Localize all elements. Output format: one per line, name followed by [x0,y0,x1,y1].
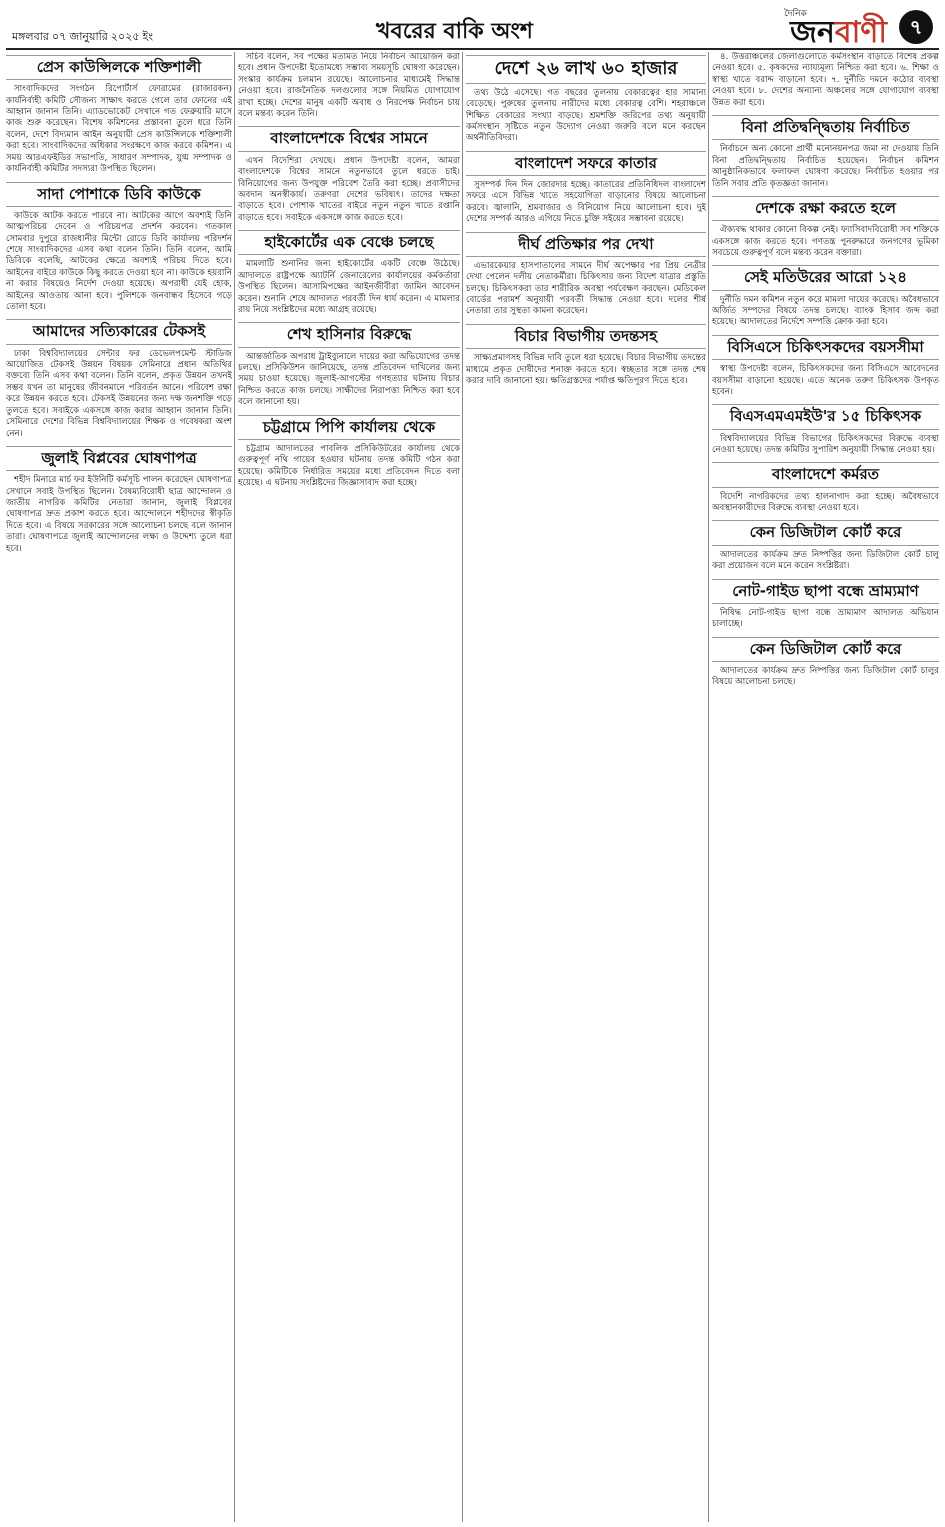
story-headline: হাইকোর্টের এক বেঞ্চে চলছে [238,230,460,255]
column-divider [234,52,235,1522]
news-story [6,55,232,176]
news-story [712,520,939,572]
story-body: তথ্য উঠে এসেছে। গত বছরের তুলনায় বেকারত্বের হার সামান্য বেড়েছে। পুরুষের তুলনায় নারীদের মধ্যে বেকারত্ব বেশি। শহরাঞ্চলে শিক্ষিত বেকারের সংখ্যা বাড়ছে। শ্রমশক্তি জরিপের তথ্য অনুযায়ী কর্মসংস্থান সৃষ্টিতে নতুন উদ্যোগ নেওয়া জরুরি বলে মনে করছেন অর্থনীতিবিদরা। [466,87,706,144]
masthead [6,4,939,50]
story-body: আদালতের কার্যক্রম দ্রুত নিষ্পত্তির জন্য ডিজিটাল কোর্ট চালু করা প্রয়োজন বলে মনে করেন সংশ্লিষ্টরা। [712,549,939,572]
story-headline: কেন ডিজিটাল কোর্ট করে [712,520,939,545]
news-story [466,55,706,145]
story-body: ঐক্যবদ্ধ থাকার কোনো বিকল্প নেই। ফ্যাসিবাদবিরোধী সব শক্তিকে একসঙ্গে কাজ করতে হবে। গণতন্ত্র পুনরুদ্ধারে জনগণের ভূমিকা সবচেয়ে গুরুত্বপূর্ণ বলে মন্তব্য করেন বক্তারা। [712,225,939,258]
story-body: সচিব বলেন, সব পক্ষের মতামত নিয়ে নির্বাচন আয়োজন করা হবে। প্রধান উপদেষ্টা ইতোমধ্যে সম্ভাব্য সময়সূচি ঘোষণা করেছেন। সংস্কার কার্যক্রম চলমান রয়েছে। আলোচনার মাধ্যমেই সিদ্ধান্ত নেওয়া হবে। রাজনৈতিক দলগুলোর সঙ্গে নিয়মিত যোগাযোগ রাখা হচ্ছে। দেশের মানুষ একটি অবাধ ও নিরপেক্ষ নির্বাচন চায় বলে মন্তব্য করেন তিনি। [238,52,460,120]
story-body: চট্টগ্রাম আদালতের পাবলিক প্রসিকিউটরের কার্যালয় থেকে গুরুত্বপূর্ণ নথি গায়েব হওয়ার ঘটনায় তদন্ত কমিটি গঠন করা হয়েছে। কমিটিকে নির্ধারিত সময়ের মধ্যে প্রতিবেদন দিতে বলা হয়েছে। এ ঘটনায় সংশ্লিষ্টদের জিজ্ঞাসাবাদ করা হচ্ছে। [238,443,460,489]
page-number: ৭ [899,10,933,44]
story-headline: বিসিএসে চিকিৎসকদের বয়সসীমা [712,335,939,360]
story-headline: শেখ হাসিনার বিরুদ্ধে [238,322,460,347]
section-title: খবরের বাকি অংশ [376,19,533,44]
story-headline: নোট-গাইড ছাপা বন্ধে ভ্রাম্যমাণ [712,579,939,604]
story-headline: প্রেস কাউন্সিলকে শক্তিশালী [6,55,232,80]
story-headline: বিএসএমএমইউ'র ১৫ চিকিৎসক [712,404,939,429]
news-story [712,265,939,328]
story-body: ৪. উত্তরাঞ্চলের জেলাগুলোতে কর্মসংস্থান বাড়াতে বিশেষ প্রকল্প নেওয়া হবে। ৫. কৃষকদের ন্যায্যমূল্য নিশ্চিত করা হবে। ৬. শিক্ষা ও স্বাস্থ্য খাতে বরাদ্দ বাড়ানো হবে। ৭. দুর্নীতি দমনে কঠোর ব্যবস্থা নেওয়া হবে। ৮. দেশের অন্যান্য অঞ্চলের সঙ্গে যোগাযোগ ব্যবস্থা উন্নত করা হবে। [712,52,939,108]
news-story [712,196,939,259]
story-body: আন্তর্জাতিক অপরাধ ট্রাইব্যুনালে দায়ের করা অভিযোগের তদন্ত চলছে। প্রসিকিউশন জানিয়েছে, তদন্ত প্রতিবেদন দাখিলের জন্য সময় চাওয়া হয়েছে। জুলাই-আগস্টের গণহত্যার ঘটনায় বিচার নিশ্চিত করতে কাজ চলছে। সাক্ষীদের নিরাপত্তা নিশ্চিত করা হবে বলে জানানো হয়। [238,351,460,408]
story-headline: আমাদের সত্যিকারের টেকসই [6,319,232,344]
news-story [238,230,460,316]
story-body: স্বাস্থ্য উপদেষ্টা বলেন, চিকিৎসকদের জন্য বিসিএসে আবেদনের বয়সসীমা বাড়ানো হয়েছে। এতে অনেক তরুণ চিকিৎসক উপকৃত হবেন। [712,364,939,397]
issue-date: মঙ্গলবার ০৭ জানুয়ারি ২০২৫ ইং [12,31,154,43]
news-story [712,404,939,456]
story-body: মামলাটি শুনানির জন্য হাইকোর্টের একটি বেঞ্চে উঠেছে। আদালতে রাষ্ট্রপক্ষে অ্যাটর্নি জেনারেলের কার্যালয়ের কর্মকর্তারা উপস্থিত ছিলেন। আসামিপক্ষের আইনজীবীরা জামিন আবেদন করেন। শুনানি শেষে আদালত পরবর্তী দিন ধার্য করেন। এ মামলার রায় নিয়ে সংশ্লিষ্টদের মধ্যে আগ্রহ রয়েছে। [238,259,460,315]
news-story [466,151,706,226]
news-story [712,637,939,689]
story-body: কাউকে আটক করতে পারবে না। আটকের আগে অবশ্যই তিনি আত্মপরিচয় দেবেন ও পরিচয়পত্র প্রদর্শন করবেন। গতকাল সোমবার দুপুরে রাজধানীর মিন্টো রোডে ডিবি কার্যালয় পরিদর্শন শেষে সাংবাদিকদের এসব কথা বলেন তিনি। তিনি বলেন, আমি ডিবিকে বলেছি, আটকের ক্ষেত্রে অবশ্যই পরিচয় দিতে হবে। আইনের বাইরে কাউকে কিছু করতে দেওয়া হবে না। কাউকে হয়রানি না করার বিষয়েও নির্দেশ দেওয়া হয়েছে। অপরাধী যেই হোক, আইনের আওতায় আনা হবে। পুলিশকে জনবান্ধব হিসেবে গড়ে তোলা হবে। [6,210,232,312]
story-body: নিষিদ্ধ নোট-গাইড ছাপা বন্ধে ভ্রাম্যমাণ আদালত অভিযান চালাচ্ছে। [712,607,939,630]
story-headline: সাদা পোশাকে ডিবি কাউকে [6,182,232,207]
news-story [712,335,939,398]
news-story [238,322,460,408]
story-body: সাংবাদিকদের সংগঠন রিপোর্টার্স ফোরামের (রাজারকন) কার্যনির্বাহী কমিটি সৌজন্য সাক্ষাৎ করতে গেলে তার ফোনের এই আহ্বান জানান তিনি। এ্যাডভোকেট সেখানে গত ফেব্রুয়ারি মাসে কাজ শুরু করেছেন। বিশেষ কমিশনের প্রস্তাবনা তুলে ধরে তিনি বলেন, দেশে বিদ্যমান আইন অনুযায়ী প্রেস কাউন্সিলকে শক্তিশালী করা হবে। সাংবাদিকদের অধিকার সংরক্ষণে কাজ করবে কমিশন। এ সময় আরএফইডির সভাপতি, সাধারণ সম্পাদক, যুগ্ম সম্পাদক ও কার্যনির্বাহী কমিটির সদস্যরা উপস্থিত ছিলেন। [6,84,232,175]
news-story [6,182,232,314]
story-headline: দেশকে রক্ষা করতে হলে [712,196,939,221]
news-story [712,52,939,109]
story-headline: বাংলাদেশকে বিশ্বের সামনে [238,126,460,151]
column-2 [238,52,460,1522]
column-1 [6,52,232,1522]
column-4 [712,52,939,1522]
story-headline: বাংলাদেশ সফরে কাতার [466,151,706,176]
story-body: সুসম্পর্ক দিন দিন জোরদার হচ্ছে। কাতারের প্রতিনিধিদল বাংলাদেশ সফরে এসে বিভিন্ন খাতে সহযোগিতা বাড়ানোর বিষয়ে আলোচনা করবে। জ্বালানি, শ্রমবাজার ও বিনিয়োগ নিয়ে আলোচনা হবে। দুই দেশের সম্পর্ক আরও এগিয়ে নিতে চুক্তি সইয়ের সম্ভাবনা রয়েছে। [466,179,706,225]
news-story [238,126,460,224]
news-story [6,446,232,555]
story-body: এখন বিদেশিরা দেখছে। প্রধান উপদেষ্টা বলেন, আমরা বাংলাদেশকে বিশ্বের সামনে নতুনভাবে তুলে ধরতে চাই। বিনিয়োগের জন্য উপযুক্ত পরিবেশ তৈরি করা হচ্ছে। প্রবাসীদের অবদান অনস্বীকার্য। তরুণরা দেশের ভবিষ্যৎ। তাদের দক্ষতা বাড়াতে হবে। পোশাক খাতের বাইরে নতুন নতুন খাতে রপ্তানি বাড়াতে হবে। সবাইকে একসঙ্গে কাজ করতে হবে। [238,155,460,223]
news-story [466,324,706,387]
story-body: নির্বাচনে অন্য কোনো প্রার্থী মনোনয়নপত্র জমা না দেওয়ায় তিনি বিনা প্রতিদ্বন্দ্বিতায় নির্বাচিত হয়েছেন। নির্বাচন কমিশন আনুষ্ঠানিকভাবে ফলাফল ঘোষণা করেছে। নির্বাচিত হওয়ার পর তিনি সবার প্রতি কৃতজ্ঞতা জানান। [712,144,939,189]
story-headline: জুলাই বিপ্লবের ঘোষণাপত্র [6,446,232,471]
news-story [238,415,460,490]
story-headline: চট্টগ্রামে পিপি কার্যালয় থেকে [238,415,460,440]
story-body: শহীদ মিনারে মার্চ ফর ইউনিটি কর্মসূচি পালন করেছেন ঘোষণাপত্র সেখানে সবাই উপস্থিত ছিলেন। বৈষম্যবিরোধী ছাত্র আন্দোলন ও জাতীয় নাগরিক কমিটির নেতারা জানান, জুলাই বিপ্লবের ঘোষণাপত্র দ্রুত প্রকাশ করতে হবে। আন্দোলনে শহীদদের স্বীকৃতি দিতে হবে। এ বিষয়ে সরকারের সঙ্গে আলোচনা চলছে বলে জানান তারা। ঘোষণাপত্রে জুলাই আন্দোলনের লক্ষ্য ও উদ্দেশ্য তুলে ধরা হবে। [6,475,232,554]
column-3 [466,52,706,1522]
column-divider [708,52,709,1522]
story-body: বিদেশি নাগরিকদের তথ্য হালনাগাদ করা হচ্ছে। অবৈধভাবে অবস্থানকারীদের বিরুদ্ধে ব্যবস্থা নেওয়া হবে। [712,491,939,514]
story-headline: সেই মতিউরের আরো ১২৪ [712,265,939,290]
column-divider [462,52,463,1522]
story-body: সাক্ষ্যপ্রমাণসহ বিভিন্ন দাবি তুলে ধরা হয়েছে। বিচার বিভাগীয় তদন্তের মাধ্যমে প্রকৃত দোষীদের শনাক্ত করতে হবে। স্বচ্ছতার সঙ্গে তদন্ত শেষ করার দাবি জানানো হয়। ক্ষতিগ্রস্তদের পর্যাপ্ত ক্ষতিপূরণ দিতে হবে। [466,353,706,386]
logo-part2: বাণী [834,15,887,50]
story-body: এভারকেয়ার হাসপাতালের সামনে দীর্ঘ অপেক্ষার পর প্রিয় নেত্রীর দেখা পেলেন দলীয় নেতাকর্মীরা। চিকিৎসার জন্য বিদেশ যাত্রার প্রস্তুতি চলছে। চিকিৎসকরা তার শারীরিক অবস্থা পর্যবেক্ষণ করছেন। মেডিকেল বোর্ডের পরামর্শ অনুযায়ী পরবর্তী সিদ্ধান্ত নেওয়া হবে। দলের শীর্ষ নেতারা তার সুস্থতা কামনা করেছেন। [466,260,706,317]
logo-part1: জন [790,15,835,50]
story-body: দুর্নীতি দমন কমিশন নতুন করে মামলা দায়ের করেছে। অবৈধভাবে অর্জিত সম্পদের বিষয়ে তদন্ত চলছে। ব্যাংক হিসাব জব্দ করা হয়েছে। আদালতের নির্দেশে সম্পত্তি ক্রোক করা হবে। [712,294,939,328]
news-story [712,115,939,190]
story-body: আদালতের কার্যক্রম দ্রুত নিষ্পত্তির জন্য ডিজিটাল কোর্ট চালুর বিষয়ে আলোচনা চলছে। [712,665,939,688]
story-headline: দেশে ২৬ লাখ ৬০ হাজার [466,55,706,84]
story-body: বিশ্ববিদ্যালয়ের বিভিন্ন বিভাগের চিকিৎসকদের বিরুদ্ধে ব্যবস্থা নেওয়া হয়েছে। তদন্ত কমিটির সুপারিশ অনুযায়ী সিদ্ধান্ত নেওয়া হয়। [712,433,939,455]
news-story [712,579,939,631]
news-story [238,52,460,120]
news-story [712,462,939,514]
story-body: ঢাকা বিশ্ববিদ্যালয়ের সেন্টার ফর ডেভেলপমেন্ট স্টাডিজ আয়োজিত টেকসই উন্নয়ন বিষয়ক সেমিনারে প্রধান অতিথির বক্তব্যে তিনি এসব কথা বলেন। তিনি বলেন, প্রকৃত উন্নয়ন তখনই সম্ভব যখন তা মানুষের জীবনমানে পরিবর্তন আনে। পরিবেশ রক্ষা করে উন্নয়ন করতে হবে। টেকসই উন্নয়নের জন্য দক্ষ জনশক্তি গড়ে তুলতে হবে। সবাইকে একসঙ্গে কাজ করার আহ্বান জানান তিনি। সেমিনারে দেশের বিভিন্ন বিশ্ববিদ্যালয়ের শিক্ষক ও গবেষকরা অংশ নেন। [6,348,232,439]
story-headline: বিনা প্রতিদ্বন্দ্বিতায় নির্বাচিত [712,115,939,140]
logo-tagline: দৈনিক [784,9,807,19]
news-story [6,319,232,440]
news-story [466,232,706,318]
story-headline: কেন ডিজিটাল কোর্ট করে [712,637,939,662]
story-headline: বাংলাদেশে কর্মরত [712,462,939,487]
story-headline: বিচার বিভাগীয় তদন্তসহ [466,324,706,349]
story-headline: দীর্ঘ প্রতিক্ষার পর দেখা [466,232,706,257]
